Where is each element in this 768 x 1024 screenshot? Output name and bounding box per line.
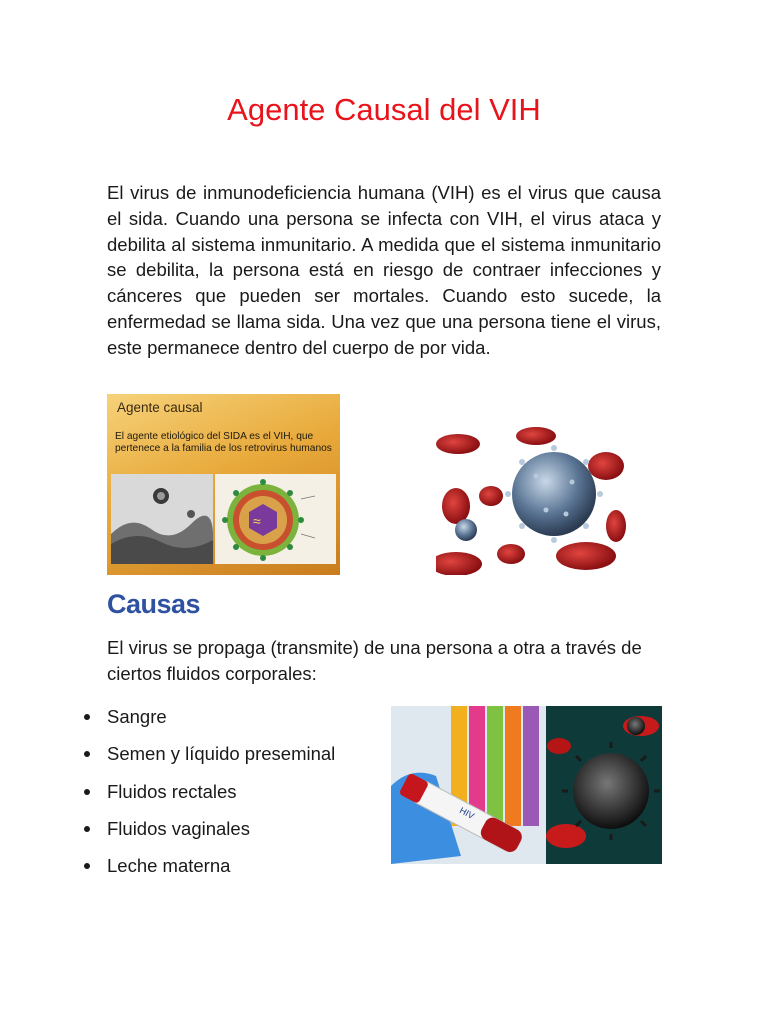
virus-structure-drawing <box>215 474 336 564</box>
list-item <box>80 704 335 741</box>
blood-test-virus-image <box>391 706 662 864</box>
virus-blood-cells-image <box>436 426 626 575</box>
bullet-icon <box>84 789 90 795</box>
micrograph-drawing <box>111 474 213 564</box>
intro-paragraph: El virus de inmunodeficiencia humana (VIH) es el virus que causa el sida. Cuando una persona se infecta con VIH, el virus ataca y debilita al sistema inmunitario. A medida que el sistema inmunitario se debilita, la persona está en riesgo de contraer infecciones y cánceres que pueden ser mortales. Cuando esto sucede, la enfermedad se llama sida. Una vez que una persona tiene el virus, este permanece dentro del cuerpo de por vida. <box>107 182 661 358</box>
list-item-text: Semen y líquido preseminal <box>107 743 336 765</box>
bullet-icon <box>84 863 90 869</box>
virus-blood-cells-drawing <box>436 426 626 575</box>
list-item <box>80 853 335 890</box>
bullet-icon <box>84 714 90 720</box>
list-item-text: Fluidos rectales <box>107 780 237 802</box>
slide-text: El agente etiológico del SIDA es el VIH, que pertenece a la familia de los retrovirus humanos <box>115 431 332 454</box>
blood-test-virus-drawing <box>391 706 662 864</box>
virus-structure-diagram <box>215 474 336 564</box>
bullet-icon <box>84 826 90 832</box>
section-paragraph: El virus se propaga (transmite) de una persona a otra a través de ciertos fluidos corporales: <box>107 637 642 684</box>
section-heading: Causas <box>107 589 201 619</box>
svg-text:≈: ≈ <box>253 513 261 529</box>
list-item-text: Leche materna <box>107 855 231 877</box>
agente-causal-slide-image <box>107 394 340 575</box>
tube-label: HIV <box>457 805 476 822</box>
list-item-text: Fluidos vaginales <box>107 817 250 839</box>
fluids-list <box>80 704 335 890</box>
micrograph-image <box>111 474 213 564</box>
list-item-text: Sangre <box>107 706 167 727</box>
list-item <box>80 779 335 816</box>
list-item <box>80 741 335 778</box>
slide-heading: Agente causal <box>117 400 203 415</box>
list-item <box>80 816 335 853</box>
page-title: Agente Causal del VIH <box>227 92 541 127</box>
bullet-icon <box>84 751 90 757</box>
